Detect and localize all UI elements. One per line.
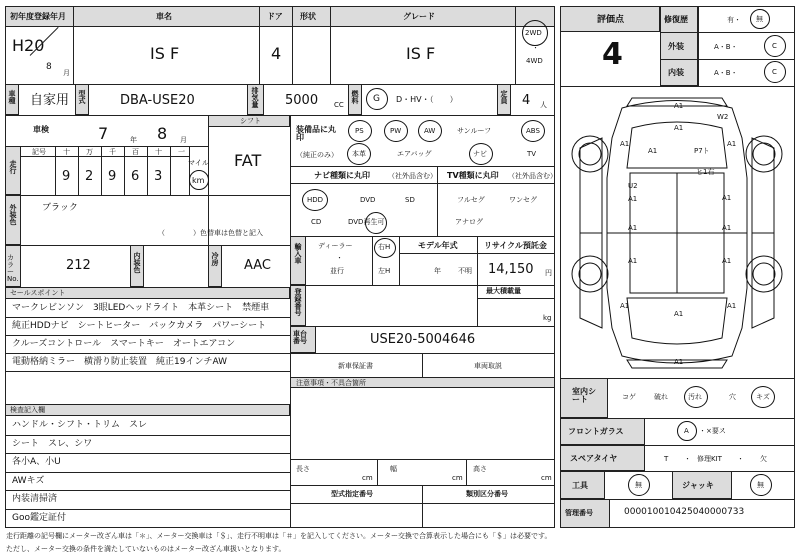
model-year-unit: 年	[434, 267, 441, 275]
diag-label-4: A1	[727, 140, 737, 148]
score-value: 4	[602, 37, 623, 72]
check-item-line: 各小A、小U	[12, 457, 61, 468]
capacity-label: 定員	[500, 90, 508, 104]
first-reg-month: 8	[46, 62, 52, 72]
type-number-label: 型式指定番号	[331, 490, 373, 498]
color-no-label: カラーNo.	[7, 254, 19, 283]
car-damage-diagram	[562, 88, 793, 376]
room-label: 室内シート	[572, 387, 596, 404]
displacement-label: 排気量	[251, 87, 259, 108]
first-reg-month-unit: 月	[63, 69, 70, 77]
spare-label: スペアタイヤ	[570, 454, 618, 463]
exterior-label: 外装	[668, 42, 684, 51]
mileage-digit-2: 9	[108, 169, 117, 184]
mgmt-label: 管理番号	[565, 509, 593, 517]
first-reg-value: H20	[12, 36, 45, 55]
diag-label-8: A1	[628, 195, 638, 203]
navi-title: ナビ種類に丸印	[314, 171, 370, 180]
spare-opt-t: T	[664, 455, 669, 463]
diag-label-18: A1	[674, 358, 684, 366]
mileage-km: km	[192, 176, 205, 185]
check-item-line: Goo鑑定証付	[12, 513, 66, 523]
sales-points-title: セールスポイント	[10, 289, 66, 297]
kind-value: 自家用	[30, 93, 70, 108]
room-opt-yabure: 破れ	[654, 393, 668, 401]
diag-label-5: A1	[648, 147, 658, 155]
diag-label-9: ヒ1右	[696, 168, 715, 176]
drive-dot: ・	[532, 44, 539, 52]
import-dot: ・	[336, 254, 343, 262]
mgmt-value: 000010010425040000733	[624, 507, 745, 517]
exterior-circled: C	[772, 42, 777, 50]
diag-label-10: A1	[722, 194, 732, 202]
tv-sub: （社外品含む）	[508, 172, 557, 180]
mileage-label: 走行	[9, 160, 17, 174]
notes-label: 注意事項・不具合箇所	[296, 379, 366, 387]
spare-opt-none: 欠	[760, 455, 767, 463]
dim-height-label: 高さ	[473, 465, 487, 473]
equip-pw: PW	[390, 127, 402, 135]
import-left-hand: 左H	[378, 267, 391, 275]
sales-point-line: マークレビンソン 3眼LEDヘッドライト 本革シート 禁煙車	[12, 303, 270, 313]
tools-label: 工具	[572, 481, 588, 490]
car-name-label: 車名	[156, 12, 172, 21]
check-item-line: AWキズ	[12, 475, 45, 486]
spare-opt-dot1: ・	[684, 455, 691, 463]
dim-width-label: 幅	[390, 465, 397, 473]
fuel-rest: D・HV・（ ）	[396, 95, 458, 104]
class-number-label: 類別区分番号	[466, 490, 508, 498]
diag-label-13: A1	[628, 257, 638, 265]
spare-opt-kit: 修理KIT	[697, 455, 722, 463]
color-label: 外装色	[9, 204, 17, 225]
import-parallel: 並行	[330, 267, 344, 275]
repair-label: 修復歴	[664, 15, 688, 24]
dim-length-label: 長さ	[296, 465, 310, 473]
color-no-value: 212	[66, 258, 91, 273]
check-item-line: 内装清掃済	[12, 494, 58, 505]
mileage-unit-4: 十	[155, 148, 162, 156]
exterior-options: A・B・	[714, 43, 738, 51]
max-load-label: 最大積載量	[486, 287, 521, 295]
mileage-digit-3: 6	[131, 169, 140, 184]
equip-tv: TV	[527, 150, 537, 158]
chassis-label: 車台番号	[293, 330, 307, 345]
check-items-title: 検査記入欄	[10, 406, 45, 414]
capacity-unit: 人	[540, 101, 547, 109]
diag-label-2: A1	[674, 124, 684, 132]
first-reg-label: 初年度登録年月	[10, 12, 66, 21]
mileage-unit-3: 百	[132, 148, 139, 156]
footer-line2: ただし、メーター交換の条件を満たしていないものはメーター改ざん車扱いとなります。	[6, 545, 286, 553]
car-name-value: IS F	[150, 44, 180, 63]
shaken-label: 車検	[33, 125, 49, 134]
tv-fullseg: フルセグ	[457, 196, 485, 204]
fuel-g: G	[373, 94, 380, 104]
glass-label: フロントガラス	[568, 427, 624, 436]
capacity-value: 4	[522, 93, 531, 108]
ac-value: AAC	[244, 258, 271, 273]
warranty-new-label: 新車保証書	[338, 362, 373, 370]
interior-color-label: 内装色	[133, 252, 141, 273]
score-label: 評価点	[597, 15, 625, 25]
mileage-unit-1: 万	[86, 148, 93, 156]
jack-none: 無	[757, 481, 764, 489]
tools-none: 無	[635, 481, 642, 489]
reg-no-label: 登録番号	[294, 288, 302, 316]
spare-opt-dot2: ・	[737, 455, 744, 463]
tv-analog: アナログ	[455, 218, 483, 226]
equip-leather: 本革	[352, 150, 366, 158]
model-value: DBA-USE20	[120, 93, 195, 108]
grade-value: IS F	[406, 44, 436, 63]
door-label: ドア	[267, 12, 283, 21]
equip-aw: AW	[424, 127, 436, 135]
kind-label: 車種	[8, 90, 16, 104]
mileage-digit-1: 2	[85, 169, 94, 184]
glass-opt-rest: ・×要ス	[699, 427, 726, 435]
interior-label: 内装	[668, 68, 684, 77]
diag-label-17: A1	[727, 302, 737, 310]
sales-point-line: 電動格納ミラー 横滑り防止装置 純正19インチAW	[12, 357, 228, 367]
doors-value: 4	[271, 44, 282, 63]
ac-label: 冷房	[211, 252, 219, 266]
drive-4wd: 4WD	[526, 57, 543, 65]
shape-label: 形状	[300, 12, 316, 21]
check-item-line: ハンドル・シフト・トリム スレ	[12, 420, 148, 430]
navi-dvd-play: DVD再生可	[348, 218, 385, 226]
tv-oneseg: ワンセグ	[509, 196, 537, 204]
warranty-manual-label: 車両取説	[474, 362, 502, 370]
diag-label-15: A1	[674, 310, 684, 318]
mileage-mile: マイル	[188, 159, 209, 167]
equip-abs: ABS	[526, 127, 540, 135]
displacement-unit: CC	[334, 101, 344, 109]
chassis-value: USE20-5004646	[370, 332, 476, 347]
shaken-month-unit: 月	[180, 136, 187, 144]
check-item-line: シート スレ、シワ	[12, 438, 93, 449]
mileage-unit-5: 一	[178, 148, 185, 156]
diag-label-6: P7ト	[694, 147, 710, 155]
color-value: ブラック	[42, 203, 78, 213]
room-opt-yogore: 汚れ	[688, 393, 702, 401]
max-load-unit: kg	[543, 314, 552, 322]
shaken-year-unit: 年	[130, 136, 137, 144]
dim-length-unit: cm	[362, 474, 373, 482]
repair-options: 有・	[727, 16, 741, 24]
equipment-title: 装備品に丸印	[296, 125, 336, 142]
equip-sunroof: サンルーフ	[457, 127, 492, 135]
model-year-label: モデル年式	[418, 241, 458, 250]
diag-label-12: A1	[722, 224, 732, 232]
navi-hdd: HDD	[307, 196, 324, 204]
jack-label: ジャッキ	[682, 481, 714, 490]
room-opt-ana: 穴	[729, 393, 736, 401]
diag-label-16: A1	[620, 302, 630, 310]
room-opt-koge: コゲ	[622, 393, 636, 401]
diag-label-11: A1	[628, 224, 638, 232]
grade-label: グレード	[403, 12, 435, 21]
model-year-unknown: 不明	[458, 267, 472, 275]
shaken-month: 8	[157, 124, 168, 143]
mileage-digit-4: 3	[154, 169, 163, 184]
shift-label: シフト	[240, 117, 261, 125]
drive-2wd: 2WD	[525, 29, 542, 37]
interior-circled: C	[772, 68, 777, 76]
tv-title: TV種類に丸印	[447, 171, 499, 180]
model-label: 型式	[78, 90, 86, 104]
glass-opt-a: A	[684, 427, 689, 435]
fuel-label: 燃料	[351, 90, 359, 104]
footer-line1: 走行距離の記号欄にメーター改ざん車は「＊」、メーター交換車は「＄」、走行不明車は「＃」を記入してください。メーター交換で合算表示した場合にも「＄」は必要です。	[6, 532, 552, 540]
navi-dvd: DVD	[360, 196, 376, 204]
sales-point-line: クルーズコントロール スマートキー オートエアコン	[12, 339, 236, 349]
equip-ps: PS	[355, 127, 364, 135]
diag-label-14: A1	[722, 257, 732, 265]
shaken-year: 7	[98, 124, 109, 143]
diag-label-0: A1	[674, 102, 684, 110]
shift-value: FAT	[234, 151, 262, 170]
navi-sd: SD	[405, 196, 415, 204]
repair-circled: 無	[756, 15, 763, 23]
mileage-mark-label: 記号	[32, 148, 46, 156]
import-label: 輸入車	[294, 243, 302, 264]
equipment-sub: （純正のみ）	[296, 151, 338, 159]
color-note: （ ）色替車は色替と記入	[158, 229, 263, 237]
import-dealer: ディーラー	[318, 242, 353, 250]
diag-label-7: U2	[628, 182, 638, 190]
interior-options: A・B・	[714, 69, 738, 77]
dim-width-unit: cm	[452, 474, 463, 482]
equip-navi: ナビ	[473, 150, 487, 158]
equip-airbag: エアバッグ	[397, 150, 432, 158]
recycle-label: リサイクル預託金	[484, 241, 547, 250]
navi-cd: CD	[311, 218, 322, 226]
diag-label-1: W2	[717, 113, 729, 121]
room-opt-kizu: キズ	[756, 393, 770, 401]
mileage-unit-2: 千	[109, 148, 116, 156]
diag-label-3: A1	[620, 140, 630, 148]
recycle-unit: 円	[545, 269, 552, 277]
dim-height-unit: cm	[541, 474, 552, 482]
mileage-unit-0: 十	[63, 148, 70, 156]
displacement-value: 5000	[285, 93, 319, 108]
sales-point-line: 純正HDDナビ シートヒーター バックカメラ パワーシート	[12, 321, 267, 331]
import-right-hand: 右H	[378, 243, 391, 251]
mileage-digit-0: 9	[62, 169, 71, 184]
navi-sub: （社外品含む）	[388, 172, 437, 180]
recycle-value: 14,150	[488, 262, 534, 277]
